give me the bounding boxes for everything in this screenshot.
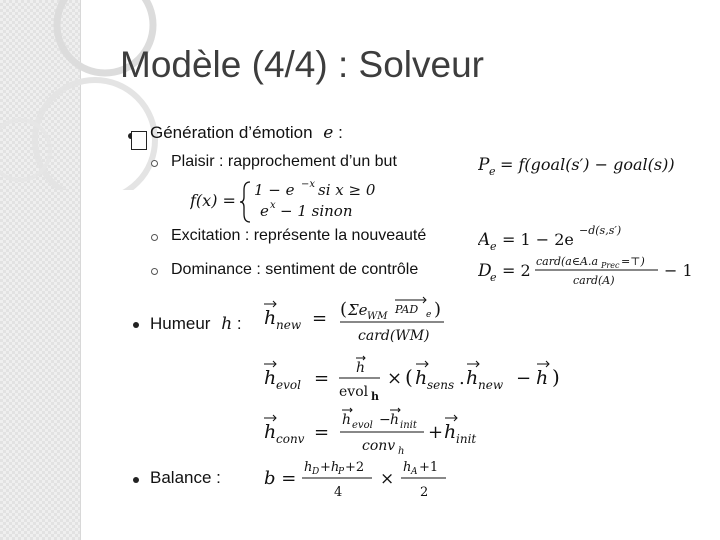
hevol-h1-sub: sens [427,378,455,392]
humeur-label: Humeur [150,314,211,333]
hevol-dot: . [459,368,465,389]
missing-glyph-icon [131,131,147,150]
hnew-num-pad: PAD [395,303,419,316]
humeur-bullet [150,314,242,334]
hnew-num-pad-sub: e [426,310,432,320]
equals-sign: = [314,422,330,443]
slide-title: Modèle (4/4) : Solveur [120,44,485,85]
hevol-den-sub: h [371,390,379,403]
fx-line1-exp: −x [301,179,316,190]
paren-open: ( [340,299,348,320]
hevol-minus: − [516,368,532,389]
bullet-dot [133,477,139,483]
de-num-sub: Prec [601,261,620,270]
hconv-num-b-sub: init [400,420,417,431]
ae-exp: −d(s,s′) [579,224,622,237]
de-eq: = 2 [502,261,531,280]
de-num-tail: =⊤) [621,255,645,268]
equals-sign: = [314,368,330,389]
fx-line2-tail: − 1 sinon [280,202,353,220]
hevol-den: evol [339,384,369,400]
sub-bullet-ring [151,268,158,275]
b-num1-plus: +h [320,460,340,475]
hnew-lhs-sub: new [276,318,302,332]
formula-b [262,454,462,504]
paren-close: ) [434,299,442,320]
hnew-num-sigma: Σe [348,301,368,319]
hconv-num-a-sub: evol [352,420,373,431]
hevol-h1: h [415,367,428,389]
humeur-colon: : [236,314,242,333]
de-lhs-sub: e [490,271,497,284]
slide-side-band [0,0,81,540]
b-num2: h [403,460,412,475]
de-lhs: D [478,261,492,281]
pe-lhs: P [478,155,490,175]
hconv-tail-sub: init [456,432,477,446]
excitation-text: Excitation : représente la nouveauté [171,227,427,244]
b-num1-sub-a: D [312,467,320,477]
formula-hconv [262,404,522,460]
formula-pe [478,148,708,182]
bullet-dot [133,322,139,328]
b-den2: 2 [420,485,429,500]
fx-line1-tail: si x ≥ 0 [318,181,376,199]
fx-line2-exp: x [270,200,276,211]
hevol-lhs-sub: evol [276,378,301,392]
emotion-colon: : [338,123,343,142]
emotion-var: e [323,123,334,143]
humeur-var: h [221,314,233,334]
sub-bullet-ring [151,234,158,241]
hevol-lhs: h [264,367,277,389]
sub-bullet-ring [151,160,158,167]
hconv-lhs-sub: conv [276,432,305,446]
formula-hnew [262,294,482,348]
hevol-num: h [356,360,366,376]
b-times: × [380,469,395,489]
hevol-h2-sub: new [478,378,504,392]
plaisir-text: Plaisir : rapprochement d’un but [171,153,397,170]
hconv-tail: h [444,421,457,443]
emotion-label: Génération d’émotion [150,123,313,142]
formula-hevol [262,350,582,406]
formula-ae [478,220,638,254]
ae-rhs: = 1 − 2e [502,230,574,249]
equals-sign: = [312,308,328,329]
hnew-num-sub: WM [367,311,388,322]
fx-line1: 1 − e [254,181,295,199]
de-den: card(A) [573,274,615,287]
hevol-h2: h [466,367,479,389]
b-num1-tail: +2 [345,460,365,475]
emotion-bullet [150,123,343,143]
hconv-plus: + [428,422,444,443]
hevol-times: × [387,368,403,389]
dominance-text: Dominance : sentiment de contrôle [171,261,419,278]
hevol-close: ) [552,365,560,389]
formula-fx [190,178,390,224]
hconv-num-a: h [342,412,352,428]
fx-lhs: f(x) = [190,191,236,210]
b-num2-tail: +1 [419,460,439,475]
hnew-den: card(WM) [358,328,430,344]
balance-label: Balance : [150,468,221,487]
b-num2-sub: A [411,467,418,477]
hevol-open: ( [405,365,413,389]
de-tail: − 1 [664,261,693,280]
ae-lhs: A [478,230,491,250]
hnew-lhs: h [264,307,277,329]
hconv-num-minus: − [379,412,391,428]
formula-de [478,250,698,292]
b-lhs: b = [264,468,297,489]
pe-rhs: = f(goal(s′) − goal(s)) [500,155,675,174]
hconv-den-sub: h [398,446,405,457]
ae-lhs-sub: e [490,240,497,253]
fx-line2: e [260,202,269,220]
b-num1-sub-b: P [338,467,345,477]
b-num1: h [304,460,313,475]
pe-lhs-sub: e [489,165,496,178]
hconv-num-b: h [390,412,400,428]
hevol-h3: h [536,367,549,389]
hconv-lhs: h [264,421,277,443]
b-den1: 4 [334,485,343,500]
de-num: card(a∈A.a [536,255,599,268]
hconv-den: conv [362,438,396,454]
